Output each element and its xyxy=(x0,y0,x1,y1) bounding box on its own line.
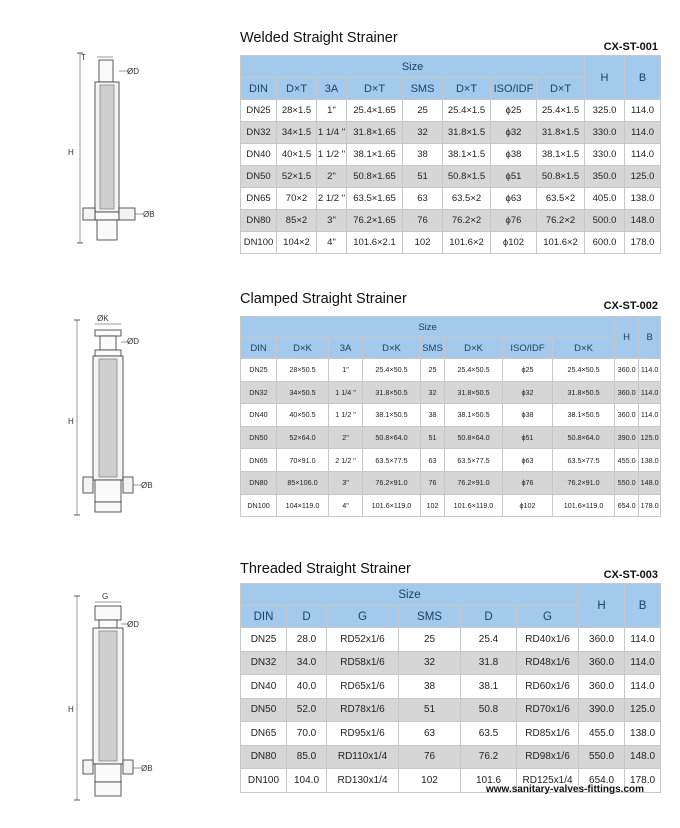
table-row xyxy=(241,122,661,144)
table-cell: DN32 xyxy=(241,651,287,675)
clamped-strainer-drawing xyxy=(55,310,165,525)
table-cell: 2 1/2 " xyxy=(317,188,347,210)
table-cell: 51 xyxy=(399,698,461,722)
column-header: D×T xyxy=(347,78,403,100)
table-cell: 50.8×64.0 xyxy=(363,426,421,449)
table-cell: 600.0 xyxy=(585,232,625,254)
table-cell: 114.0 xyxy=(625,144,661,166)
table-cell: 25.4×50.5 xyxy=(553,359,615,382)
table-cell: 31.8×50.5 xyxy=(445,381,503,404)
table-cell: 2" xyxy=(317,166,347,188)
table-cell: 390.0 xyxy=(615,426,639,449)
table-cell: 76 xyxy=(399,745,461,769)
table-cell: 125.0 xyxy=(625,166,661,188)
table-cell: 178.0 xyxy=(625,232,661,254)
table-cell: 40×50.5 xyxy=(277,404,329,427)
table-cell: 31.8×50.5 xyxy=(553,381,615,404)
column-header: G xyxy=(327,606,399,628)
table-cell: 3" xyxy=(329,471,363,494)
table-cell: 25.4×1.5 xyxy=(537,100,585,122)
table-cell: 52×64.0 xyxy=(277,426,329,449)
table-cell: 1 1/2 " xyxy=(317,144,347,166)
table-cell: ϕ38 xyxy=(503,404,553,427)
table-cell: 330.0 xyxy=(585,144,625,166)
table-cell: 25.4×1.5 xyxy=(443,100,491,122)
table-cell: DN50 xyxy=(241,426,277,449)
table-cell: 38 xyxy=(399,675,461,699)
table-cell: 101.6×2 xyxy=(537,232,585,254)
table-cell: 38 xyxy=(403,144,443,166)
table-cell: ϕ63 xyxy=(491,188,537,210)
table-cell: 63 xyxy=(403,188,443,210)
header-b: B xyxy=(625,56,661,100)
table-cell: 25.4×50.5 xyxy=(445,359,503,382)
drawing-label-top: G xyxy=(102,592,109,601)
table-cell: DN25 xyxy=(241,359,277,382)
table-cell: 63.5×77.5 xyxy=(445,449,503,472)
threaded-strainer-drawing xyxy=(55,588,165,808)
table-row xyxy=(241,722,661,746)
table-cell: 360.0 xyxy=(579,675,625,699)
column-header: D×K xyxy=(553,338,615,359)
table-cell: 40×1.5 xyxy=(277,144,317,166)
table-cell: 25.4×1.65 xyxy=(347,100,403,122)
table-cell: 76.2 xyxy=(461,745,517,769)
table-cell: DN100 xyxy=(241,232,277,254)
table-cell: 114.0 xyxy=(639,381,661,404)
table-cell: 500.0 xyxy=(585,210,625,232)
table-cell: 654.0 xyxy=(579,769,625,793)
table-cell: 51 xyxy=(403,166,443,188)
table-cell: 101.6×119.0 xyxy=(445,494,503,517)
table-cell: RD40x1/6 xyxy=(517,628,579,652)
drawing-label-upper: ØD xyxy=(127,67,139,76)
column-header: D xyxy=(287,606,327,628)
table-cell: 76.2×2 xyxy=(537,210,585,232)
table-cell: 50.8×64.0 xyxy=(553,426,615,449)
column-header: DIN xyxy=(241,78,277,100)
table-cell: 1 1/4 " xyxy=(317,122,347,144)
table-cell: 102 xyxy=(403,232,443,254)
table-cell: 114.0 xyxy=(639,359,661,382)
table-cell: DN65 xyxy=(241,449,277,472)
table-cell: 101.6×2.1 xyxy=(347,232,403,254)
table-cell: ϕ32 xyxy=(503,381,553,404)
header-b: B xyxy=(639,317,661,359)
table-cell: ϕ25 xyxy=(503,359,553,382)
table-cell: 63.5 xyxy=(461,722,517,746)
table-row xyxy=(241,188,661,210)
table-cell: 76.2×91.0 xyxy=(553,471,615,494)
table-cell: DN80 xyxy=(241,745,287,769)
table-cell: 25 xyxy=(403,100,443,122)
column-header: D×T xyxy=(277,78,317,100)
welded-strainer-drawing xyxy=(55,45,165,260)
table-cell: 50.8×64.0 xyxy=(445,426,503,449)
table-cell: 38.1×50.5 xyxy=(553,404,615,427)
table-cell: 70.0 xyxy=(287,722,327,746)
table-cell: 360.0 xyxy=(615,359,639,382)
table-row xyxy=(241,471,661,494)
table-row xyxy=(241,628,661,652)
table-cell: DN32 xyxy=(241,122,277,144)
table-cell: 85×106.0 xyxy=(277,471,329,494)
table-row xyxy=(241,404,661,427)
column-header: D×K xyxy=(363,338,421,359)
table-cell: 31.8×50.5 xyxy=(363,381,421,404)
table-cell: 104×119.0 xyxy=(277,494,329,517)
table-cell: DN80 xyxy=(241,210,277,232)
table-cell: 148.0 xyxy=(625,210,661,232)
table-cell: 4" xyxy=(329,494,363,517)
table-cell: 38.1×50.5 xyxy=(363,404,421,427)
table-cell: 76.2×1.65 xyxy=(347,210,403,232)
table-cell: DN25 xyxy=(241,100,277,122)
table-cell: ϕ76 xyxy=(491,210,537,232)
table-cell: 31.8×1.5 xyxy=(443,122,491,144)
drawing-label-upper: ØD xyxy=(127,337,139,346)
spec-table-threaded xyxy=(240,583,661,793)
table-cell: 360.0 xyxy=(579,628,625,652)
table-cell: 104×2 xyxy=(277,232,317,254)
section-title-clamped: Clamped Straight Strainer xyxy=(240,291,407,307)
table-cell: 63.5×1.65 xyxy=(347,188,403,210)
table-cell: 50.8×1.5 xyxy=(537,166,585,188)
drawing-label-lower: ØB xyxy=(141,481,153,490)
table-cell: 138.0 xyxy=(639,449,661,472)
table-cell: 360.0 xyxy=(615,404,639,427)
table-cell: ϕ32 xyxy=(491,122,537,144)
table-row xyxy=(241,166,661,188)
table-cell: DN80 xyxy=(241,471,277,494)
table-cell: 25 xyxy=(399,628,461,652)
table-cell: 38.1×1.65 xyxy=(347,144,403,166)
drawing-label-side: H xyxy=(68,705,74,714)
table-cell: 148.0 xyxy=(625,745,661,769)
table-cell: ϕ76 xyxy=(503,471,553,494)
table-cell: 550.0 xyxy=(615,471,639,494)
table-cell: DN25 xyxy=(241,628,287,652)
column-header: ISO/IDF xyxy=(503,338,553,359)
column-header: D×T xyxy=(443,78,491,100)
table-cell: 25.4 xyxy=(461,628,517,652)
table-cell: 38.1×50.5 xyxy=(445,404,503,427)
table-cell: 360.0 xyxy=(579,651,625,675)
table-cell: 38.1 xyxy=(461,675,517,699)
table-cell: 2 1/2 " xyxy=(329,449,363,472)
column-header: D×K xyxy=(445,338,503,359)
table-cell: 1 1/2 " xyxy=(329,404,363,427)
table-cell: 114.0 xyxy=(639,404,661,427)
table-cell: 38 xyxy=(421,404,445,427)
table-cell: DN100 xyxy=(241,494,277,517)
table-row xyxy=(241,359,661,382)
table-cell: 654.0 xyxy=(615,494,639,517)
table-row xyxy=(241,745,661,769)
column-header: 3A xyxy=(329,338,363,359)
spec-table-welded xyxy=(240,55,661,254)
table-cell: DN40 xyxy=(241,404,277,427)
table-cell: 63.5×2 xyxy=(537,188,585,210)
table-cell: 63 xyxy=(399,722,461,746)
table-cell: 3" xyxy=(317,210,347,232)
table-cell: 114.0 xyxy=(625,675,661,699)
table-cell: 70×2 xyxy=(277,188,317,210)
table-cell: 34.0 xyxy=(287,651,327,675)
table-cell: 85.0 xyxy=(287,745,327,769)
table-row xyxy=(241,494,661,517)
table-cell: 102 xyxy=(399,769,461,793)
table-cell: 148.0 xyxy=(639,471,661,494)
table-cell: 28×50.5 xyxy=(277,359,329,382)
table-cell: 114.0 xyxy=(625,122,661,144)
drawing-label-top: ØK xyxy=(97,314,109,323)
table-cell: 40.0 xyxy=(287,675,327,699)
table-row xyxy=(241,381,661,404)
table-cell: DN40 xyxy=(241,144,277,166)
table-cell: 31.8×1.5 xyxy=(537,122,585,144)
size-header: Size xyxy=(241,584,579,606)
table-cell: 102 xyxy=(421,494,445,517)
header-h: H xyxy=(615,317,639,359)
table-cell: 101.6×119.0 xyxy=(363,494,421,517)
table-cell: DN50 xyxy=(241,698,287,722)
table-row xyxy=(241,232,661,254)
table-cell: 455.0 xyxy=(579,722,625,746)
column-header: 3A xyxy=(317,78,347,100)
section-title-welded: Welded Straight Strainer xyxy=(240,30,398,46)
model-code-welded: CX-ST-001 xyxy=(603,41,658,53)
table-cell: 32 xyxy=(399,651,461,675)
table-cell: 178.0 xyxy=(625,769,661,793)
table-cell: 63 xyxy=(421,449,445,472)
table-cell: 114.0 xyxy=(625,628,661,652)
table-cell: 76.2×2 xyxy=(443,210,491,232)
table-cell: 125.0 xyxy=(625,698,661,722)
table-cell: 51 xyxy=(421,426,445,449)
table-cell: DN40 xyxy=(241,675,287,699)
drawing-label-side: H xyxy=(68,417,74,426)
table-cell: 38.1×1.5 xyxy=(537,144,585,166)
table-cell: 76.2×91.0 xyxy=(445,471,503,494)
table-cell: 101.6×2 xyxy=(443,232,491,254)
column-header: DIN xyxy=(241,606,287,628)
table-cell: 2" xyxy=(329,426,363,449)
table-cell: RD98x1/6 xyxy=(517,745,579,769)
table-cell: 52.0 xyxy=(287,698,327,722)
table-row xyxy=(241,100,661,122)
table-cell: 70×91.0 xyxy=(277,449,329,472)
column-header: SMS xyxy=(421,338,445,359)
table-cell: DN65 xyxy=(241,188,277,210)
column-header: SMS xyxy=(403,78,443,100)
size-header: Size xyxy=(241,56,585,78)
table-cell: RD70x1/6 xyxy=(517,698,579,722)
table-cell: RD110x1/4 xyxy=(327,745,399,769)
table-cell: RD78x1/6 xyxy=(327,698,399,722)
table-row xyxy=(241,449,661,472)
column-header: D xyxy=(461,606,517,628)
size-header: Size xyxy=(241,317,615,338)
table-cell: 28×1.5 xyxy=(277,100,317,122)
table-cell: 1 1/4 " xyxy=(329,381,363,404)
header-h: H xyxy=(585,56,625,100)
table-row xyxy=(241,144,661,166)
table-cell: 76 xyxy=(403,210,443,232)
table-cell: 455.0 xyxy=(615,449,639,472)
table-cell: 25 xyxy=(421,359,445,382)
spec-table-clamped xyxy=(240,316,661,517)
table-cell: RD65x1/6 xyxy=(327,675,399,699)
table-cell: 550.0 xyxy=(579,745,625,769)
table-cell: 28.0 xyxy=(287,628,327,652)
drawing-label-lower: ØB xyxy=(141,764,153,773)
table-cell: RD58x1/6 xyxy=(327,651,399,675)
table-cell: 32 xyxy=(403,122,443,144)
table-cell: 101.6×119.0 xyxy=(553,494,615,517)
table-row xyxy=(241,426,661,449)
table-cell: DN65 xyxy=(241,722,287,746)
table-cell: RD60x1/6 xyxy=(517,675,579,699)
table-cell: RD52x1/6 xyxy=(327,628,399,652)
table-cell: 390.0 xyxy=(579,698,625,722)
section-title-threaded: Threaded Straight Strainer xyxy=(240,561,411,577)
table-cell: 63.5×2 xyxy=(443,188,491,210)
table-cell: ϕ51 xyxy=(491,166,537,188)
table-cell: ϕ38 xyxy=(491,144,537,166)
header-b: B xyxy=(625,584,661,628)
column-header: SMS xyxy=(399,606,461,628)
table-cell: RD130x1/4 xyxy=(327,769,399,793)
table-cell: 25.4×50.5 xyxy=(363,359,421,382)
table-cell: 50.8 xyxy=(461,698,517,722)
column-header: DIN xyxy=(241,338,277,359)
table-cell: 330.0 xyxy=(585,122,625,144)
table-cell: ϕ63 xyxy=(503,449,553,472)
drawing-label-top: T xyxy=(81,53,86,62)
table-row xyxy=(241,675,661,699)
table-row xyxy=(241,210,661,232)
table-cell: 31.8 xyxy=(461,651,517,675)
table-cell: ϕ102 xyxy=(503,494,553,517)
table-cell: 63.5×77.5 xyxy=(553,449,615,472)
table-cell: 32 xyxy=(421,381,445,404)
table-cell: 76.2×91.0 xyxy=(363,471,421,494)
table-cell: ϕ51 xyxy=(503,426,553,449)
table-cell: 360.0 xyxy=(615,381,639,404)
table-cell: 138.0 xyxy=(625,188,661,210)
table-cell: DN50 xyxy=(241,166,277,188)
drawing-label-lower: ØB xyxy=(143,210,155,219)
table-cell: 125.0 xyxy=(639,426,661,449)
table-cell: 4" xyxy=(317,232,347,254)
table-cell: 63.5×77.5 xyxy=(363,449,421,472)
table-cell: RD95x1/6 xyxy=(327,722,399,746)
table-cell: 114.0 xyxy=(625,651,661,675)
table-cell: ϕ25 xyxy=(491,100,537,122)
column-header: D×K xyxy=(277,338,329,359)
table-cell: 138.0 xyxy=(625,722,661,746)
drawing-label-side: H xyxy=(68,148,74,157)
table-cell: 34×1.5 xyxy=(277,122,317,144)
table-cell: 104.0 xyxy=(287,769,327,793)
table-cell: 101.6 xyxy=(461,769,517,793)
table-cell: 31.8×1.65 xyxy=(347,122,403,144)
table-cell: 50.8×1.65 xyxy=(347,166,403,188)
table-cell: RD48x1/6 xyxy=(517,651,579,675)
website-url[interactable]: www.sanitary-valves-fittings.com xyxy=(486,784,645,795)
table-cell: DN100 xyxy=(241,769,287,793)
column-header: D×T xyxy=(537,78,585,100)
model-code-clamped: CX-ST-002 xyxy=(603,300,658,312)
table-cell: 405.0 xyxy=(585,188,625,210)
table-cell: 114.0 xyxy=(625,100,661,122)
table-cell: ϕ102 xyxy=(491,232,537,254)
table-cell: DN32 xyxy=(241,381,277,404)
table-cell: 38.1×1.5 xyxy=(443,144,491,166)
table-cell: 350.0 xyxy=(585,166,625,188)
table-cell: 34×50.5 xyxy=(277,381,329,404)
table-cell: 85×2 xyxy=(277,210,317,232)
table-cell: 1" xyxy=(317,100,347,122)
table-row xyxy=(241,698,661,722)
column-header: G xyxy=(517,606,579,628)
table-cell: 50.8×1.5 xyxy=(443,166,491,188)
column-header: ISO/IDF xyxy=(491,78,537,100)
table-cell: 178.0 xyxy=(639,494,661,517)
table-cell: 1" xyxy=(329,359,363,382)
table-cell: 76 xyxy=(421,471,445,494)
table-cell: RD85x1/6 xyxy=(517,722,579,746)
table-cell: 325.0 xyxy=(585,100,625,122)
table-row xyxy=(241,651,661,675)
table-cell: 52×1.5 xyxy=(277,166,317,188)
header-h: H xyxy=(579,584,625,628)
model-code-threaded: CX-ST-003 xyxy=(603,569,658,581)
drawing-label-upper: ØD xyxy=(127,620,139,629)
table-cell: RD125x1/4 xyxy=(517,769,579,793)
